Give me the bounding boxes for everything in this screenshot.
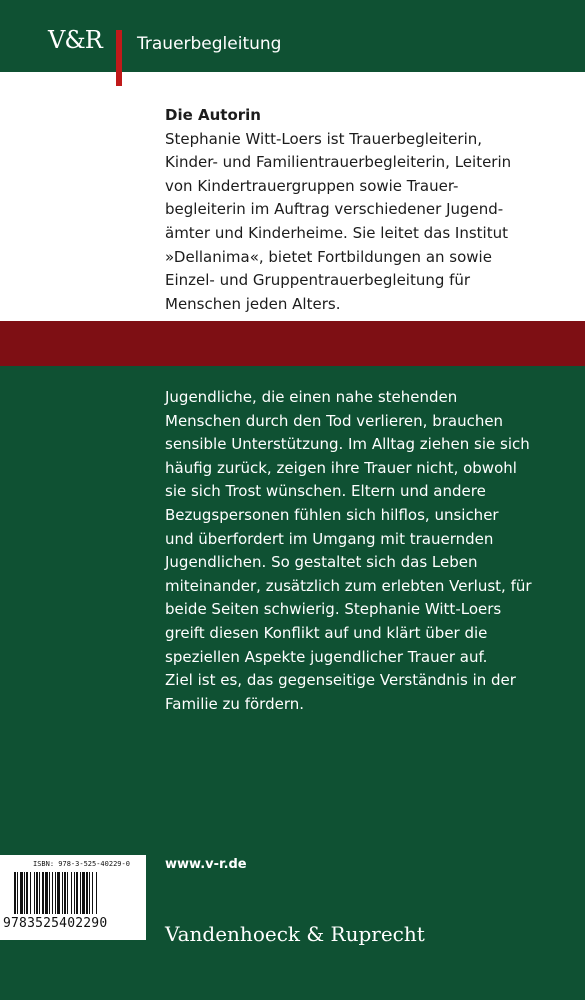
description-line: sensible Unterstützung. Im Alltag ziehen sie sich	[165, 435, 530, 454]
barcode-bar	[20, 872, 23, 914]
author-line: begleiterin im Auftrag verschiedener Jugend-	[165, 200, 504, 219]
barcode-bar	[36, 872, 38, 914]
barcode-bar	[17, 872, 18, 914]
dark-red-band	[0, 321, 585, 366]
author-line: von Kindertrauergruppen sowie Trauer-	[165, 176, 459, 195]
barcode-bar	[52, 872, 53, 914]
description-line: Jugendliche, die einen nahe stehenden	[165, 388, 458, 406]
barcode-bar	[39, 872, 40, 914]
barcode-bar	[45, 872, 48, 914]
author-line: Stephanie Witt-Loers ist Trauerbegleiterin,	[165, 129, 483, 148]
barcode-bar	[76, 872, 78, 914]
description-line: Ziel ist es, das gegenseitige Verständnis in der	[165, 671, 516, 690]
barcode-bar	[96, 872, 97, 914]
publisher-name: Vandenhoeck & Ruprecht	[165, 922, 425, 946]
publisher-logo: V&R	[48, 26, 102, 54]
description-line: häufig zurück, zeigen ihre Trauer nicht, obwohl	[165, 458, 517, 477]
barcode-icon	[14, 872, 134, 914]
description-line: greift diesen Konflikt auf und klärt über die	[165, 623, 488, 642]
series-title: Trauerbegleitung	[137, 34, 282, 54]
red-accent-bar	[116, 30, 122, 86]
barcode-bar	[92, 872, 93, 914]
barcode-bar	[67, 872, 68, 914]
isbn-label: ISBN: 978-3-525-40229-0	[33, 860, 130, 868]
description-line: und überfordert im Umgang mit trauernden	[165, 529, 494, 548]
barcode-bar	[80, 872, 81, 914]
description-line: Familie zu fördern.	[165, 694, 304, 713]
description-line: speziellen Aspekte jugendlicher Trauer auf.	[165, 647, 488, 666]
barcode-bar	[64, 872, 66, 914]
website-link[interactable]: www.v-r.de	[165, 857, 247, 872]
barcode-bar	[55, 872, 56, 914]
description-line: miteinander, zusätzlich zum erlebten Verlust, für	[165, 576, 532, 595]
barcode-bar	[34, 872, 35, 914]
barcode-bar	[86, 872, 88, 914]
description-line: Jugendlichen. So gestaltet sich das Leben	[165, 553, 478, 572]
author-heading: Die Autorin	[165, 106, 261, 124]
author-line: Menschen jeden Alters.	[165, 294, 341, 313]
barcode-bar	[26, 872, 28, 914]
description-line: Bezugspersonen fühlen sich hilflos, unsicher	[165, 505, 499, 524]
description-line: beide Seiten schwierig. Stephanie Witt-Loers	[165, 600, 502, 619]
barcode-bar	[42, 872, 44, 914]
barcode-bar	[57, 872, 60, 914]
barcode-digits: 9783525402290	[3, 916, 108, 931]
barcode-bar	[24, 872, 25, 914]
description-line: sie sich Trost wünschen. Eltern und andere	[165, 482, 486, 501]
barcode-bar	[89, 872, 90, 914]
author-line: »Dellanima«, bietet Fortbildungen an sowie	[165, 247, 492, 266]
book-description	[165, 386, 565, 716]
barcode-bar	[82, 872, 85, 914]
author-line: Kinder- und Familientrauerbegleiterin, Leiterin	[165, 153, 512, 172]
description-line: Menschen durch den Tod verlieren, brauchen	[165, 411, 504, 430]
barcode-bar	[49, 872, 50, 914]
author-line: ämter und Kinderheime. Sie leitet das Institut	[165, 223, 508, 242]
author-section	[165, 104, 565, 316]
barcode-bar	[62, 872, 63, 914]
barcode-bar	[14, 872, 16, 914]
author-line: Einzel- und Gruppentrauerbegleitung für	[165, 271, 471, 290]
barcode-bar	[30, 872, 31, 914]
barcode-bar	[74, 872, 75, 914]
barcode-bar	[71, 872, 72, 914]
